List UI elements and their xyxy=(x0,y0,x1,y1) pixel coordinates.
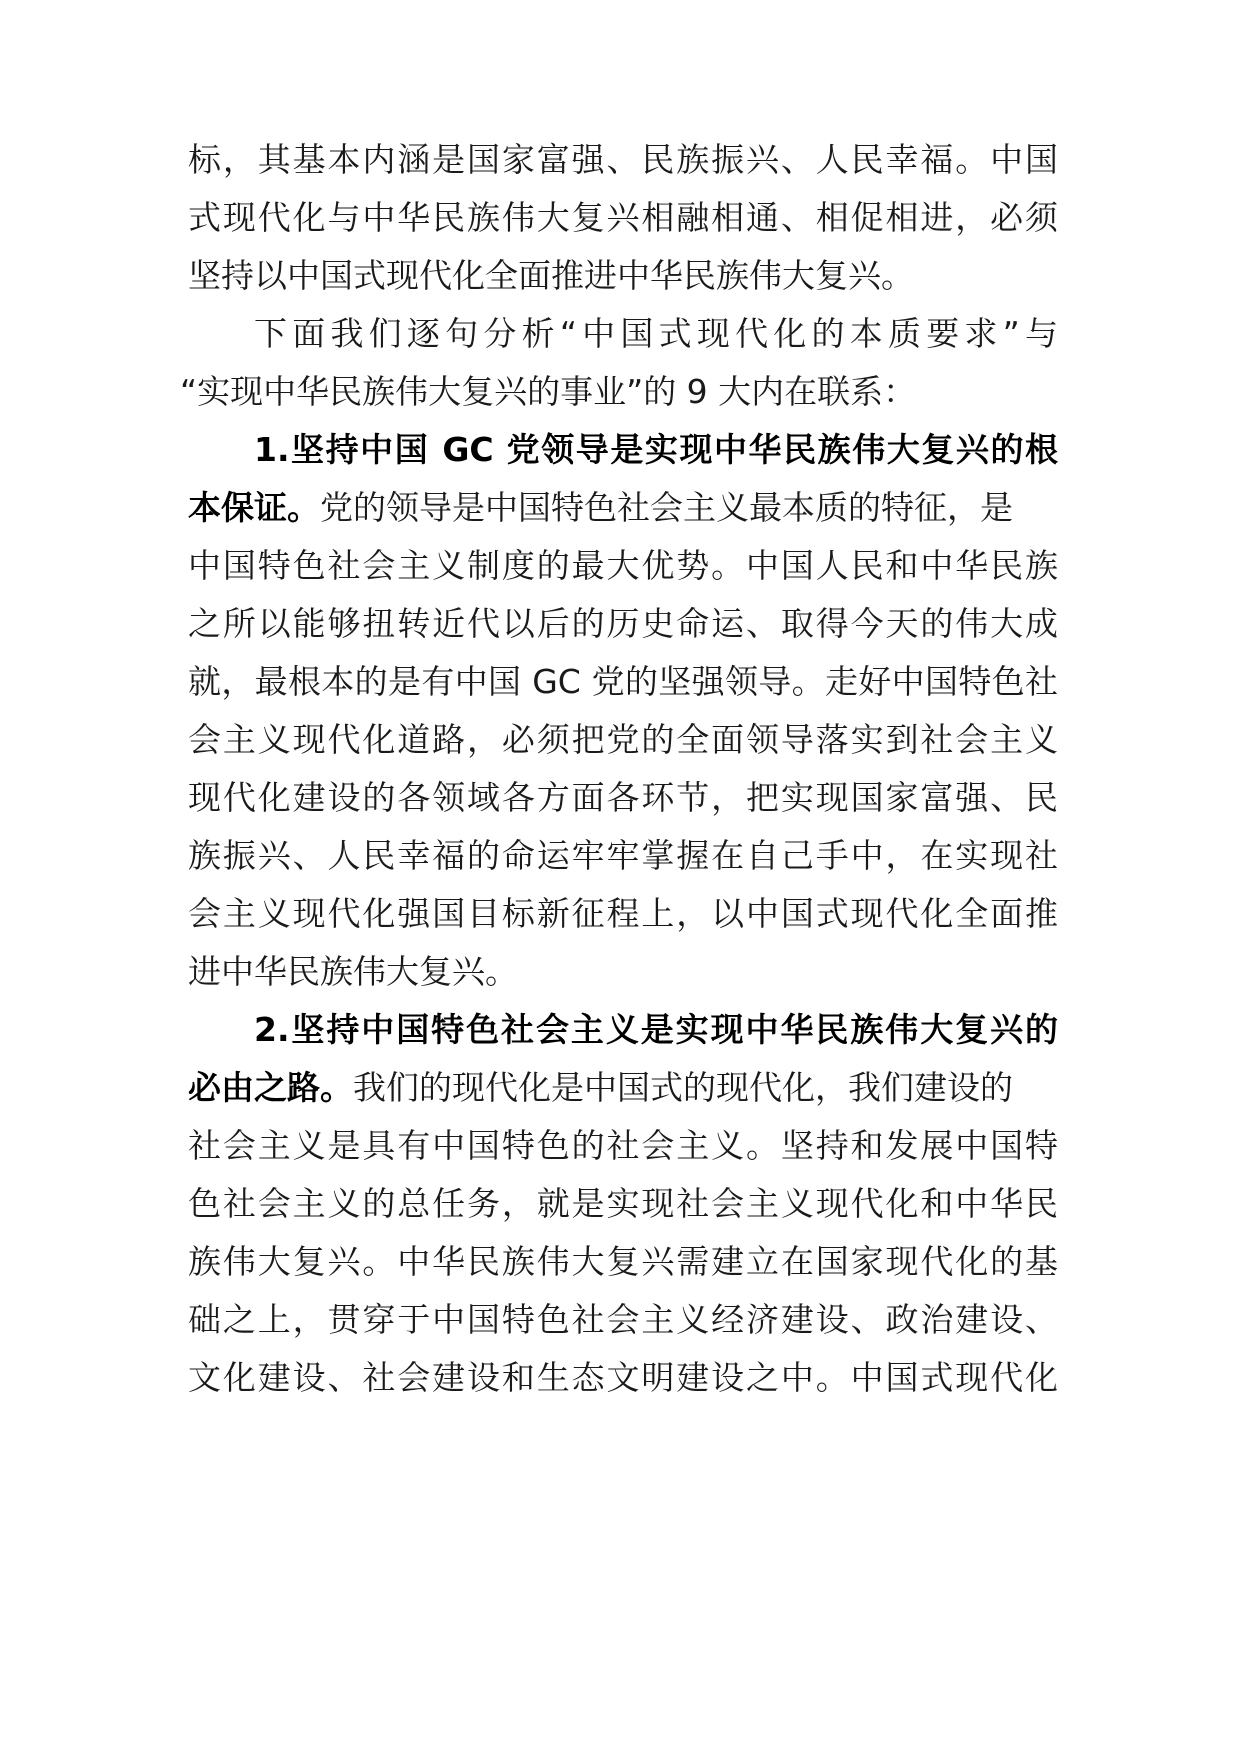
text-line: 下面我们逐句分析“中国式现代化的本质要求”与 xyxy=(254,314,1058,353)
section-1-heading-end: 本保证。 xyxy=(188,488,320,527)
text-line: 标，其基本内涵是国家富强、民族振兴、人民幸福。中国 xyxy=(188,140,1058,179)
section-2-heading-end: 必由之路。 xyxy=(188,1068,353,1107)
text-line: 社会主义是具有中国特色的社会主义。坚持和发展中国特 xyxy=(188,1126,1058,1165)
section-1-heading: 1.坚持中国 GC 党领导是实现中华民族伟大复兴的根 xyxy=(254,430,1058,469)
text-line: 会主义现代化道路，必须把党的全面领导落实到社会主义 xyxy=(188,720,1058,759)
text-line: 文化建设、社会建设和生态文明建设之中。中国式现代化 xyxy=(188,1358,1058,1397)
section-1-body-start: 党的领导是中国特色社会主义最本质的特征，是 xyxy=(320,488,1013,527)
text-line: 现代化建设的各领域各方面各环节，把实现国家富强、民 xyxy=(188,778,1058,817)
text-line: 会主义现代化强国目标新征程上，以中国式现代化全面推 xyxy=(188,894,1058,933)
text-line: 族振兴、人民幸福的命运牢牢掌握在自己手中，在实现社 xyxy=(188,836,1058,875)
text-line: 中国特色社会主义制度的最大优势。中国人民和中华民族 xyxy=(188,546,1058,585)
section-2-first-line xyxy=(188,1055,1058,1121)
text-line: 坚持以中国式现代化全面推进中华民族伟大复兴。 xyxy=(188,256,914,295)
text-line: 之所以能够扭转近代以后的历史命运、取得今天的伟大成 xyxy=(188,604,1058,643)
text-line: 进中华民族伟大复兴。 xyxy=(188,952,518,991)
section-2-body-start: 我们的现代化是中国式的现代化，我们建设的 xyxy=(353,1068,1013,1107)
text-line: 族伟大复兴。中华民族伟大复兴需建立在国家现代化的基 xyxy=(188,1242,1058,1281)
section-1-first-line xyxy=(188,475,1058,541)
section-2-heading: 2.坚持中国特色社会主义是实现中华民族伟大复兴的 xyxy=(254,1010,1058,1049)
text-line: 式现代化与中华民族伟大复兴相融相通、相促相进，必须 xyxy=(188,198,1058,237)
text-line: 色社会主义的总任务，就是实现社会主义现代化和中华民 xyxy=(188,1184,1058,1223)
text-line: “实现中华民族伟大复兴的事业”的 9 大内在联系： xyxy=(180,372,917,411)
text-line: 础之上，贯穿于中国特色社会主义经济建设、政治建设、 xyxy=(188,1300,1058,1339)
text-line: 就，最根本的是有中国 GC 党的坚强领导。走好中国特色社 xyxy=(188,662,1058,701)
